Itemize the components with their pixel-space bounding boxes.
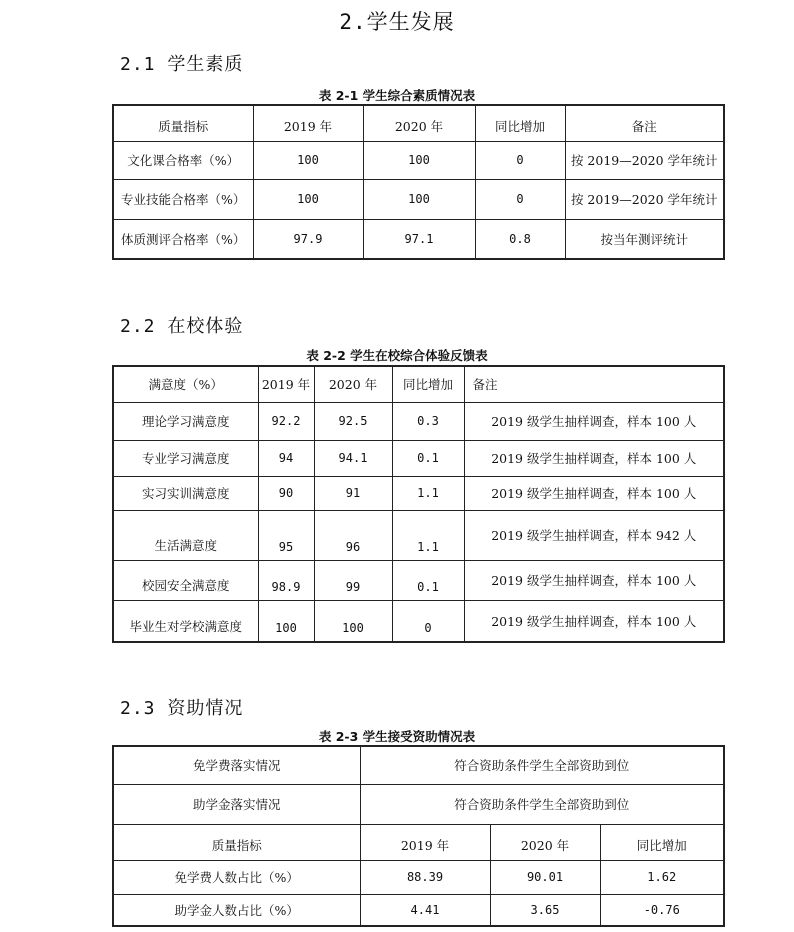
table-cell: 100 (314, 600, 392, 642)
table-cell: 按当年测评统计 (565, 219, 724, 259)
table-cell: 体质测评合格率（%） (113, 219, 253, 259)
header-cell: 同比增加 (600, 824, 724, 860)
header-cell: 同比增加 (392, 366, 464, 402)
table-header-row (113, 366, 724, 402)
section-title-aid: 2.3 资助情况 (120, 698, 244, 719)
table-caption-quality: 表 2-1 学生综合素质情况表 (318, 88, 476, 103)
table-cell: 符合资助条件学生全部资助到位 (360, 746, 724, 784)
table-row (113, 600, 724, 642)
table-cell: 91 (314, 476, 392, 510)
header-cell: 2019 年 (258, 366, 314, 402)
table-cell: -0.76 (600, 894, 724, 926)
table-cell: 1.1 (392, 476, 464, 510)
table-cell: 97.9 (253, 219, 363, 259)
header-cell: 同比增加 (475, 105, 565, 141)
table-row (113, 510, 724, 560)
header-cell: 备注 (464, 366, 724, 402)
table-cell: 0 (392, 600, 464, 642)
table-cell: 95 (258, 510, 314, 560)
table-cell: 2019 级学生抽样调查，样本 100 人 (464, 560, 724, 600)
header-cell: 2019 年 (253, 105, 363, 141)
table-cell: 0 (475, 141, 565, 179)
table-cell: 2019 级学生抽样调查，样本 100 人 (464, 600, 724, 642)
header-cell: 2020 年 (363, 105, 475, 141)
table-cell: 90.01 (490, 860, 600, 894)
table-row (113, 894, 724, 926)
table-row (113, 746, 724, 784)
table-cell: 100 (363, 179, 475, 219)
experience-table (112, 365, 725, 643)
table-cell: 0.1 (392, 440, 464, 476)
table-cell: 0.3 (392, 402, 464, 440)
table-cell: 按 2019—2020 学年统计 (565, 141, 724, 179)
quality-table (112, 104, 725, 260)
table-row (113, 560, 724, 600)
table-cell: 助学金人数占比（%） (113, 894, 360, 926)
section-title-quality: 2.1 学生素质 (120, 54, 244, 75)
table-cell: 99 (314, 560, 392, 600)
table-cell: 2019 级学生抽样调查，样本 100 人 (464, 440, 724, 476)
table-cell: 按 2019—2020 学年统计 (565, 179, 724, 219)
page-title: 2.学生发展 (339, 10, 455, 34)
header-cell: 2019 年 (360, 824, 490, 860)
aid-table (112, 745, 725, 927)
table-cell: 毕业生对学校满意度 (113, 600, 258, 642)
table-row (113, 476, 724, 510)
table-cell: 94 (258, 440, 314, 476)
table-cell: 1.62 (600, 860, 724, 894)
header-cell: 备注 (565, 105, 724, 141)
header-cell: 满意度（%） (113, 366, 258, 402)
table-cell: 0.1 (392, 560, 464, 600)
table-caption-experience: 表 2-2 学生在校综合体验反馈表 (306, 348, 488, 363)
table-cell: 97.1 (363, 219, 475, 259)
table-row (113, 141, 724, 179)
table-cell: 0.8 (475, 219, 565, 259)
header-cell: 质量指标 (113, 824, 360, 860)
table-cell: 2019 级学生抽样调查，样本 100 人 (464, 476, 724, 510)
table-cell: 免学费落实情况 (113, 746, 360, 784)
table-cell: 2019 级学生抽样调查，样本 942 人 (464, 510, 724, 560)
table-cell: 专业技能合格率（%） (113, 179, 253, 219)
table-cell: 100 (253, 141, 363, 179)
section-title-experience: 2.2 在校体验 (120, 316, 244, 337)
table-cell: 校园安全满意度 (113, 560, 258, 600)
table-cell: 100 (253, 179, 363, 219)
table-row (113, 860, 724, 894)
table-cell: 2019 级学生抽样调查，样本 100 人 (464, 402, 724, 440)
table-row (113, 784, 724, 824)
table-cell: 100 (258, 600, 314, 642)
table-cell: 92.2 (258, 402, 314, 440)
table-cell: 1.1 (392, 510, 464, 560)
table-row (113, 440, 724, 476)
table-cell: 88.39 (360, 860, 490, 894)
header-cell: 2020 年 (490, 824, 600, 860)
table-cell: 3.65 (490, 894, 600, 926)
table-cell: 0 (475, 179, 565, 219)
table-row (113, 219, 724, 259)
table-header-row (113, 824, 724, 860)
table-cell: 理论学习满意度 (113, 402, 258, 440)
header-cell: 2020 年 (314, 366, 392, 402)
table-cell: 90 (258, 476, 314, 510)
header-cell: 质量指标 (113, 105, 253, 141)
table-cell: 生活满意度 (113, 510, 258, 560)
table-cell: 助学金落实情况 (113, 784, 360, 824)
table-cell: 实习实训满意度 (113, 476, 258, 510)
table-cell: 92.5 (314, 402, 392, 440)
table-cell: 专业学习满意度 (113, 440, 258, 476)
table-cell: 100 (363, 141, 475, 179)
table-row (113, 179, 724, 219)
table-header-row (113, 105, 724, 141)
table-cell: 98.9 (258, 560, 314, 600)
table-cell: 文化课合格率（%） (113, 141, 253, 179)
table-cell: 96 (314, 510, 392, 560)
table-cell: 94.1 (314, 440, 392, 476)
table-cell: 4.41 (360, 894, 490, 926)
table-caption-aid: 表 2-3 学生接受资助情况表 (318, 729, 476, 744)
table-cell: 免学费人数占比（%） (113, 860, 360, 894)
table-cell: 符合资助条件学生全部资助到位 (360, 784, 724, 824)
table-row (113, 402, 724, 440)
